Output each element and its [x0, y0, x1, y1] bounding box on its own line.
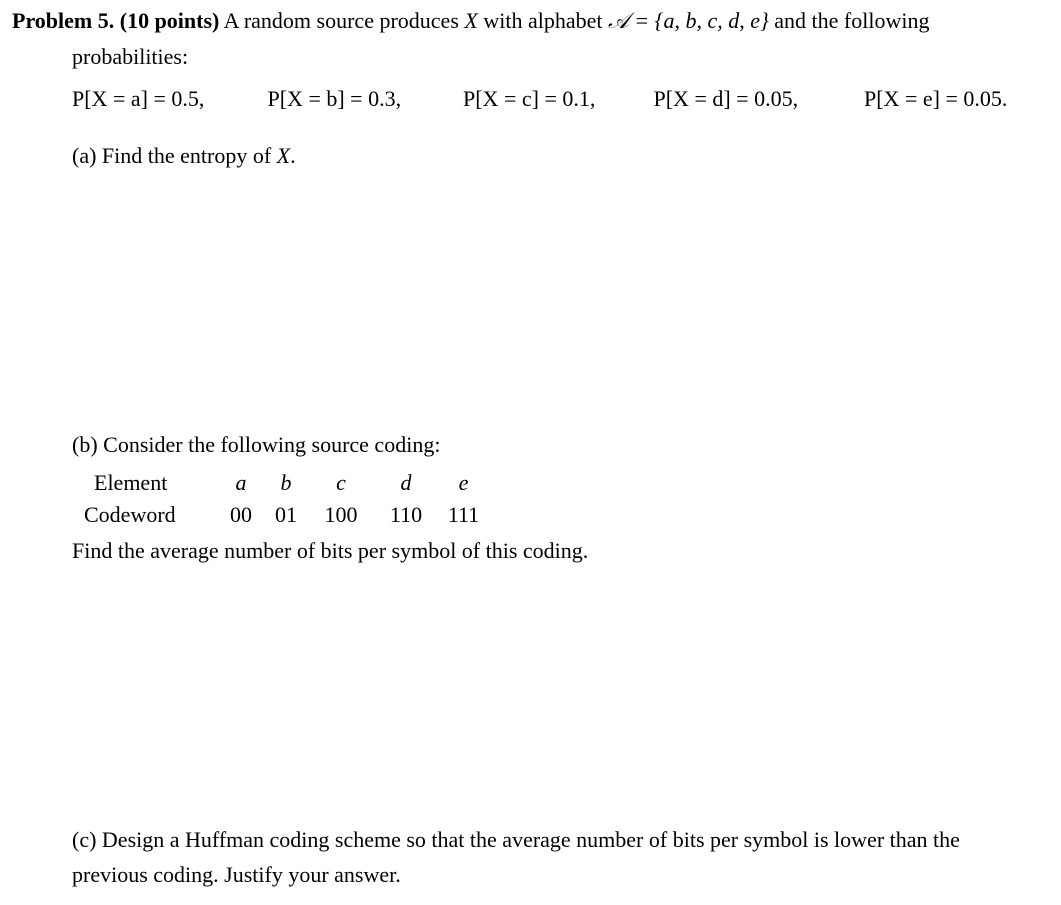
element-e: e — [458, 469, 469, 495]
with-alphabet-text: with alphabet — [483, 8, 603, 33]
part-b-question — [72, 434, 440, 456]
problem-points: (10 points) — [119, 8, 220, 33]
element-b: b — [280, 469, 292, 495]
problem-statement-line2 — [72, 46, 188, 68]
problem-heading: Problem 5. — [12, 8, 115, 33]
part-a-text: (a) Find the entropy of — [72, 143, 272, 168]
codeword-row — [84, 500, 491, 530]
codeword-c: 100 — [324, 502, 358, 527]
part-c-question-line2 — [72, 864, 401, 886]
element-row — [84, 465, 491, 500]
codeword-label: Codeword — [84, 502, 176, 527]
part-a-variable: X — [276, 143, 291, 168]
alphabet-symbol: 𝒜 — [607, 9, 629, 34]
codeword-a: 00 — [230, 502, 252, 527]
problem-statement-line1 — [12, 10, 929, 33]
element-c: c — [336, 469, 346, 495]
probability-d: P[X = d] = 0.05, — [653, 86, 799, 111]
probability-a: P[X = a] = 0.5, — [72, 86, 205, 111]
probability-c: P[X = c] = 0.1, — [463, 86, 596, 111]
random-variable: X — [464, 8, 478, 33]
part-c-text-1: (c) Design a Huffman coding scheme so that the average number of bits per symbol is lower than the — [72, 827, 960, 852]
probability-list — [72, 88, 1007, 110]
element-label: Element — [94, 469, 168, 495]
and-following-text: and the following — [774, 8, 930, 33]
part-b-text: (b) Consider the following source coding: — [72, 432, 441, 457]
element-a: a — [235, 469, 247, 495]
alphabet-set: = {a, b, c, d, e} — [634, 8, 769, 33]
codeword-e: 111 — [447, 502, 480, 527]
coding-table — [84, 465, 491, 530]
probability-e: P[X = e] = 0.05. — [864, 86, 1008, 111]
part-a-period: . — [290, 143, 296, 168]
part-b-average-question — [72, 540, 588, 562]
part-c-text-2: previous coding. Justify your answer. — [72, 862, 401, 887]
problem-intro: A random source produces — [223, 8, 459, 33]
part-b-question-text: Find the average number of bits per symbol of this coding. — [72, 538, 589, 563]
codeword-b: 01 — [275, 502, 297, 527]
part-a-question — [72, 145, 296, 167]
codeword-d: 110 — [389, 502, 423, 527]
element-d: d — [400, 469, 412, 495]
probability-b: P[X = b] = 0.3, — [267, 86, 402, 111]
probabilities-label: probabilities: — [72, 44, 189, 69]
part-c-question-line1 — [72, 829, 960, 851]
